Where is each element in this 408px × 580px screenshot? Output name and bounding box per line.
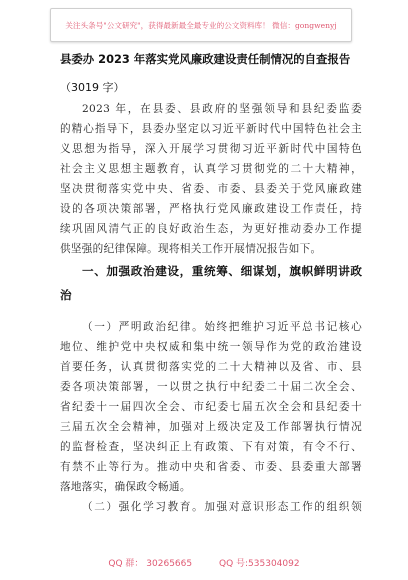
body-line: 首要任务，认真贯彻落实党的二十大精神以及省、市、县 (60, 361, 362, 373)
body-line: 地位、维护党中央权威和集中统一领导作为党的政治建设 (60, 341, 362, 353)
document-body (60, 99, 362, 517)
body-line: 社会主义思想主题教育，认真学习贯彻党的二十大精神， (60, 163, 362, 175)
body-line: 省纪委十一届四次全会、市纪委七届五次全会和县纪委十 (60, 401, 362, 413)
body-line: 落地落实，确保政令畅通。 (60, 481, 191, 493)
body-line: 三届五次全会精神，加强对上级决定及工作部署执行情况 (60, 421, 362, 433)
body-line: （一）严明政治纪律。始终把维护习近平总书记核心 (82, 321, 362, 333)
footer-qq-number: QQ 号:535304092 (218, 559, 300, 569)
body-line: 有禁不止等行为。推动中央和省委、市委、县委重大部署 (60, 461, 362, 473)
body-line: 义思想为指导，深入开展学习贯彻习近平新时代中国特色 (60, 143, 362, 155)
word-count: （3019 字） (60, 81, 125, 94)
footer-qq-group: QQ 群： 30265665 (108, 559, 193, 569)
promo-header-text: 关注头条号"公文研究"，获得最新最全最专业的公文资料库！ 微信：gongwenyj (65, 20, 337, 30)
body-line: 设的各项决策部署，严格执行党风廉政建设工作责任，持 (60, 203, 362, 215)
body-line: 供坚强的纪律保障。现将相关工作开展情况报告如下。 (60, 243, 322, 255)
page-footer (0, 556, 408, 569)
body-line: 委各项决策部署，一以贯之执行中纪委二十届二次全会、 (60, 381, 362, 393)
promo-header-box (50, 8, 352, 42)
body-line: 坚决贯彻落实党中央、省委、市委、县委关于党风廉政建 (60, 183, 362, 195)
body-line: 2023 年，在县委、县政府的坚强领导和县纪委监委 (82, 103, 362, 115)
document-title: 县委办 2023 年落实党风廉政建设责任制情况的自查报告 (60, 52, 351, 66)
body-line: （二）强化学习教育。加强对意识形态工作的组织领 (82, 501, 362, 513)
section-heading: 治 (60, 288, 72, 302)
body-line: 续巩固风清气正的良好政治生态，为更好推动委办工作提 (60, 223, 362, 235)
section-heading: 一、加强政治建设，重统筹、细谋划，旗帜鲜明讲政 (82, 264, 362, 278)
body-line: 的精心指导下，县委办坚定以习近平新时代中国特色社会主 (60, 123, 362, 135)
body-line: 的监督检查，坚决纠正上有政策、下有对策，有令不行、 (60, 441, 362, 453)
